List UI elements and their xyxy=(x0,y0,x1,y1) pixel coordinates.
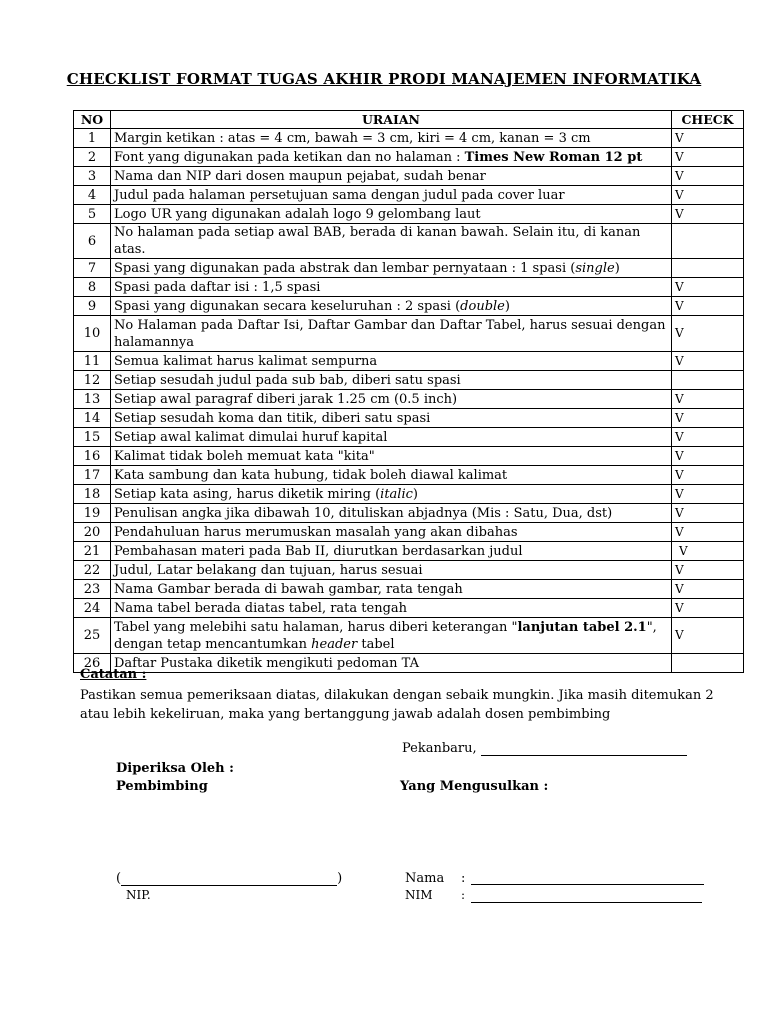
description-text: Nama Gambar berada di bawah gambar, rata tengah xyxy=(114,581,463,597)
row-check-mark: V xyxy=(672,278,744,297)
table-row xyxy=(74,618,744,654)
description-text-italic: header xyxy=(311,636,358,652)
row-description xyxy=(111,297,672,316)
table-row xyxy=(74,371,744,390)
row-number: 3 xyxy=(74,167,111,186)
row-number: 7 xyxy=(74,259,111,278)
row-number: 18 xyxy=(74,485,111,504)
description-text-pre: Font yang digunakan pada ketikan dan no halaman : xyxy=(114,149,465,165)
checked-by-label: Diperiksa Oleh : xyxy=(116,761,234,776)
row-description xyxy=(111,129,672,148)
description-text-bold: lanjutan tabel 2.1 xyxy=(517,619,647,635)
table-row xyxy=(74,148,744,167)
row-check-mark: V xyxy=(672,205,744,224)
description-text: No Halaman pada Daftar Isi, Daftar Gambar dan Daftar Tabel, harus sesuai dengan halamannya xyxy=(114,317,666,350)
table-row xyxy=(74,352,744,371)
description-text: Nama dan NIP dari dosen maupun pejabat, sudah benar xyxy=(114,168,486,184)
table-row xyxy=(74,205,744,224)
table-row xyxy=(74,129,744,148)
table-header-row xyxy=(74,111,744,129)
paren-open: ( xyxy=(116,871,122,886)
table-row xyxy=(74,167,744,186)
row-description xyxy=(111,352,672,371)
row-check-mark xyxy=(672,371,744,390)
row-check-mark: V xyxy=(672,580,744,599)
description-text: Margin ketikan : atas = 4 cm, bawah = 3 cm, kiri = 4 cm, kanan = 3 cm xyxy=(114,130,591,146)
row-number: 15 xyxy=(74,428,111,447)
description-text-post: ) xyxy=(504,298,510,314)
row-number: 6 xyxy=(74,224,111,259)
table-row xyxy=(74,580,744,599)
row-check-mark: V xyxy=(672,167,744,186)
place-date-line xyxy=(402,741,687,756)
description-text: Semua kalimat harus kalimat sempurna xyxy=(114,353,378,369)
table-row xyxy=(74,297,744,316)
row-check-mark: V xyxy=(672,428,744,447)
description-text-post: ) xyxy=(614,260,620,276)
description-text-post: tabel xyxy=(357,636,395,652)
description-text: Pembahasan materi pada Bab II, diurutkan berdasarkan judul xyxy=(114,543,523,559)
description-text-pre: Setiap kata asing, harus diketik miring ( xyxy=(114,486,381,502)
row-description xyxy=(111,409,672,428)
row-check-mark xyxy=(672,224,744,259)
row-number: 16 xyxy=(74,447,111,466)
table-row xyxy=(74,390,744,409)
row-number: 22 xyxy=(74,561,111,580)
row-number: 19 xyxy=(74,504,111,523)
description-text: Logo UR yang digunakan adalah logo 9 gelombang laut xyxy=(114,206,481,222)
row-description xyxy=(111,599,672,618)
row-number: 11 xyxy=(74,352,111,371)
row-description xyxy=(111,542,672,561)
description-text-italic: italic xyxy=(380,486,413,502)
table-row xyxy=(74,466,744,485)
row-check-mark: V xyxy=(672,297,744,316)
table-row xyxy=(74,278,744,297)
row-number: 14 xyxy=(74,409,111,428)
row-check-mark: V xyxy=(672,542,744,561)
row-check-mark: V xyxy=(672,129,744,148)
name-blank xyxy=(471,870,704,885)
description-text: Kalimat tidak boleh memuat kata "kita" xyxy=(114,448,375,464)
row-description xyxy=(111,205,672,224)
table-row xyxy=(74,485,744,504)
table-row xyxy=(74,599,744,618)
paren-close: ) xyxy=(337,871,343,886)
row-check-mark: V xyxy=(672,186,744,205)
row-check-mark: V xyxy=(672,485,744,504)
checklist-rows xyxy=(74,129,744,673)
description-text-post: ) xyxy=(412,486,418,502)
header-check: CHECK xyxy=(672,111,744,129)
row-number: 13 xyxy=(74,390,111,409)
row-check-mark: V xyxy=(672,447,744,466)
description-text: Judul, Latar belakang dan tujuan, harus sesuai xyxy=(114,562,423,578)
row-check-mark: V xyxy=(672,599,744,618)
row-check-mark xyxy=(672,654,744,673)
row-number: 4 xyxy=(74,186,111,205)
row-description xyxy=(111,371,672,390)
table-row xyxy=(74,259,744,278)
row-number: 1 xyxy=(74,129,111,148)
row-number: 24 xyxy=(74,599,111,618)
table-row xyxy=(74,447,744,466)
table-row xyxy=(74,561,744,580)
row-description xyxy=(111,618,672,654)
description-text-mid: ", dengan tetap mencantumkan xyxy=(114,619,657,652)
notes-body: Pastikan semua pemeriksaan diatas, dilakukan dengan sebaik mungkin. Jika masih ditemukan 2 atau lebih kekeliruan, maka yang bertanggung jawab adalah dosen pembimbing xyxy=(80,688,714,722)
description-text: Daftar Pustaka diketik mengikuti pedoman TA xyxy=(114,655,420,671)
row-description xyxy=(111,580,672,599)
table-row xyxy=(74,504,744,523)
row-number: 17 xyxy=(74,466,111,485)
nip-label: NIP. xyxy=(126,888,151,902)
table-row xyxy=(74,409,744,428)
row-description xyxy=(111,654,672,673)
notes-heading: Catatan : xyxy=(80,667,147,682)
advisor-label: Pembimbing xyxy=(116,779,208,794)
nim-colon: : xyxy=(461,888,466,902)
description-text: Pendahuluan harus merumuskan masalah yang akan dibahas xyxy=(114,524,518,540)
table-row xyxy=(74,186,744,205)
description-text-pre: Tabel yang melebihi satu halaman, harus diberi keterangan " xyxy=(114,619,518,635)
advisor-name-blank xyxy=(121,871,337,886)
row-check-mark: V xyxy=(672,352,744,371)
row-number: 23 xyxy=(74,580,111,599)
row-check-mark: V xyxy=(672,504,744,523)
row-description xyxy=(111,224,672,259)
row-description xyxy=(111,259,672,278)
date-blank xyxy=(481,741,687,756)
description-text-italic: double xyxy=(460,298,505,314)
description-text: Kata sambung dan kata hubung, tidak boleh diawal kalimat xyxy=(114,467,508,483)
row-description xyxy=(111,390,672,409)
description-text-italic: single xyxy=(575,260,615,276)
header-uraian: URAIAN xyxy=(111,111,672,129)
row-number: 25 xyxy=(74,618,111,654)
table-row xyxy=(74,523,744,542)
description-text: No halaman pada setiap awal BAB, berada di kanan bawah. Selain itu, di kanan atas. xyxy=(114,225,641,257)
description-text: Setiap sesudah judul pada sub bab, diberi satu spasi xyxy=(114,372,461,388)
row-description xyxy=(111,186,672,205)
table-row xyxy=(74,316,744,352)
row-description xyxy=(111,466,672,485)
row-check-mark: V xyxy=(672,409,744,428)
table-row xyxy=(74,654,744,673)
name-colon: : xyxy=(461,871,466,886)
row-description xyxy=(111,148,672,167)
row-description xyxy=(111,523,672,542)
header-no: NO xyxy=(74,111,111,129)
row-number: 2 xyxy=(74,148,111,167)
table-row xyxy=(74,428,744,447)
row-description xyxy=(111,316,672,352)
description-text-pre: Spasi yang digunakan pada abstrak dan lembar pernyataan : 1 spasi ( xyxy=(114,260,576,276)
description-text: Spasi pada daftar isi : 1,5 spasi xyxy=(114,279,321,295)
row-description xyxy=(111,428,672,447)
advisor-signature-line xyxy=(116,871,342,886)
row-number: 21 xyxy=(74,542,111,561)
row-check-mark: V xyxy=(672,618,744,654)
row-check-mark xyxy=(672,259,744,278)
row-check-mark: V xyxy=(672,523,744,542)
description-text: Judul pada halaman persetujuan sama dengan judul pada cover luar xyxy=(114,187,565,203)
nim-blank xyxy=(471,888,702,903)
document-title: CHECKLIST FORMAT TUGAS AKHIR PRODI MANAJEMEN INFORMATIKA xyxy=(66,70,702,88)
row-number: 12 xyxy=(74,371,111,390)
row-check-mark: V xyxy=(672,561,744,580)
description-text-pre: Spasi yang digunakan secara keseluruhan : 2 spasi ( xyxy=(114,298,461,314)
row-description xyxy=(111,278,672,297)
row-number: 26 xyxy=(74,654,111,673)
row-check-mark: V xyxy=(672,390,744,409)
description-text: Nama tabel berada diatas tabel, rata tengah xyxy=(114,600,408,616)
row-number: 20 xyxy=(74,523,111,542)
proposer-label: Yang Mengusulkan : xyxy=(400,779,549,794)
row-number: 5 xyxy=(74,205,111,224)
row-number: 8 xyxy=(74,278,111,297)
description-text: Setiap awal kalimat dimulai huruf kapital xyxy=(114,429,388,445)
row-check-mark: V xyxy=(672,316,744,352)
row-description xyxy=(111,504,672,523)
row-check-mark: V xyxy=(672,148,744,167)
row-description xyxy=(111,561,672,580)
checklist-table xyxy=(73,110,744,673)
table-row xyxy=(74,224,744,259)
table-row xyxy=(74,542,744,561)
place-label: Pekanbaru, xyxy=(402,741,477,756)
description-text-bold: Times New Roman 12 pt xyxy=(464,149,643,165)
row-description xyxy=(111,167,672,186)
name-label: Nama xyxy=(405,871,445,886)
description-text: Setiap awal paragraf diberi jarak 1.25 cm (0.5 inch) xyxy=(114,391,458,407)
row-number: 9 xyxy=(74,297,111,316)
description-text: Penulisan angka jika dibawah 10, dituliskan abjadnya (Mis : Satu, Dua, dst) xyxy=(114,505,613,521)
description-text: Setiap sesudah koma dan titik, diberi satu spasi xyxy=(114,410,431,426)
nim-label: NIM xyxy=(405,888,433,902)
row-number: 10 xyxy=(74,316,111,352)
row-check-mark: V xyxy=(672,466,744,485)
row-description xyxy=(111,485,672,504)
row-description xyxy=(111,447,672,466)
